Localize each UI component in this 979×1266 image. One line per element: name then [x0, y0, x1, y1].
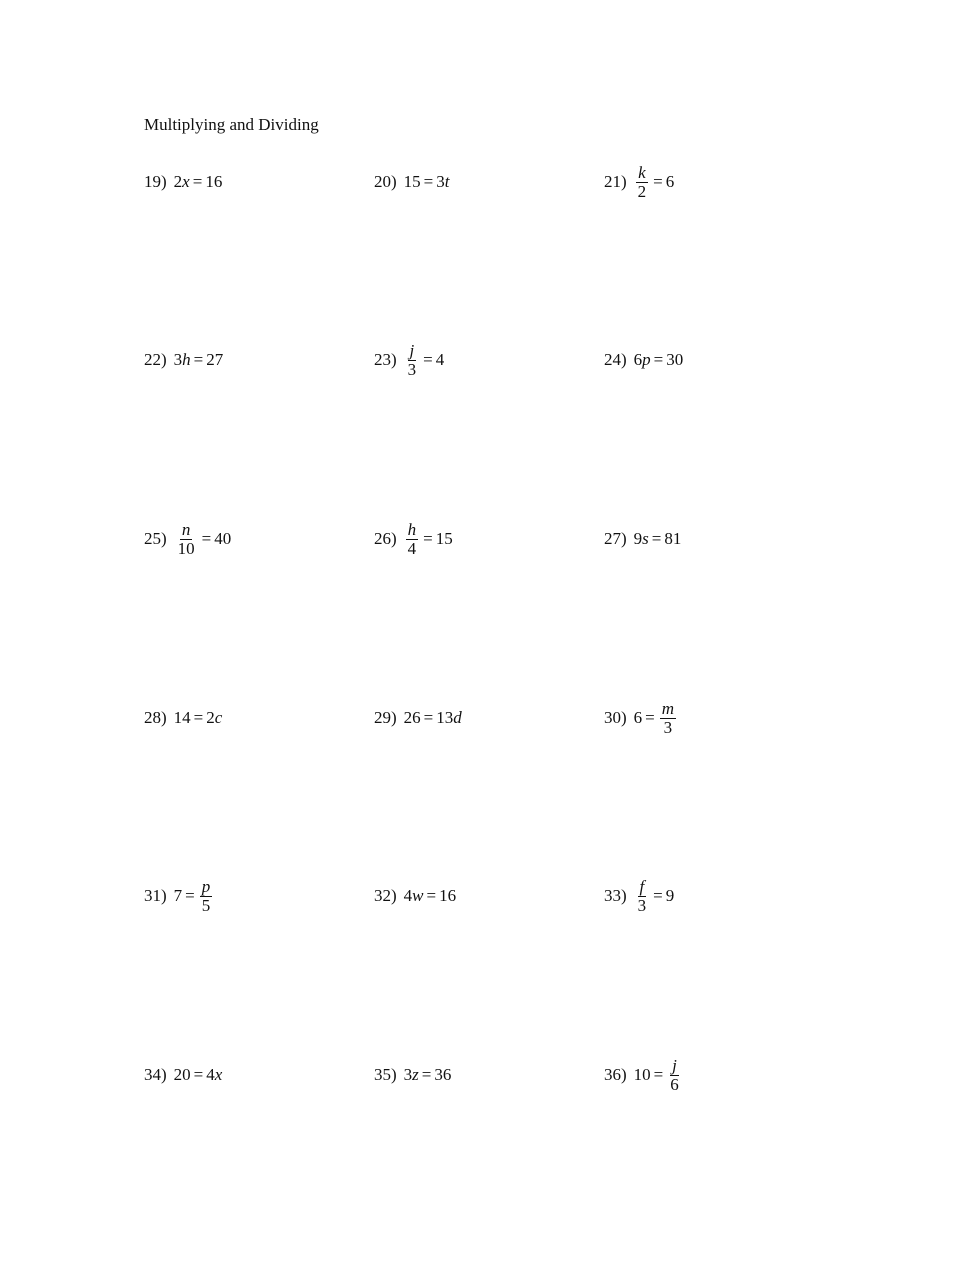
equation: [174, 350, 224, 370]
fraction-numerator: n: [181, 519, 191, 539]
problem-item: [144, 509, 364, 569]
problem-number: 22): [144, 350, 167, 369]
equation-number: 4: [206, 1065, 215, 1084]
equation: [404, 1065, 452, 1085]
problem-number: 25): [144, 529, 167, 548]
equals-sign: =: [193, 350, 204, 369]
problem-number: 33): [604, 886, 627, 905]
fraction: [636, 164, 649, 201]
problem-number: 35): [374, 1065, 397, 1084]
fraction-denominator: 10: [177, 538, 195, 558]
problem-item: [374, 330, 594, 390]
equation-number: 3: [173, 350, 183, 369]
equals-sign: =: [421, 1065, 432, 1084]
problem-number: 30): [604, 708, 627, 727]
fraction-numerator: f: [639, 876, 645, 896]
equation-variable: s: [642, 529, 649, 548]
worksheet-heading: Multiplying and Dividing: [144, 115, 319, 134]
equation-variable: x: [214, 1065, 223, 1084]
problem-item: [144, 688, 364, 748]
fraction-numerator: p: [201, 876, 211, 896]
equation: [404, 342, 445, 379]
fraction: [406, 342, 419, 379]
problem-number: 20): [374, 172, 397, 191]
problem-item: [604, 152, 824, 212]
equation-number: 6: [633, 708, 643, 727]
problem-number: 29): [374, 708, 397, 727]
equals-sign: =: [653, 172, 663, 191]
equation-number: 2: [206, 708, 215, 727]
problem-number: 31): [144, 886, 167, 905]
equation: [634, 878, 675, 915]
equation: [174, 1065, 223, 1085]
equation-number: 3: [436, 172, 445, 191]
equation-number: 3: [403, 1065, 413, 1084]
fraction-denominator: 5: [201, 895, 211, 915]
equation-number: 2: [173, 172, 183, 191]
fraction-denominator: 3: [407, 359, 417, 379]
problem-item: [604, 330, 824, 390]
problem-item: [604, 1045, 824, 1105]
equals-sign: =: [423, 708, 434, 727]
equals-sign: =: [653, 1065, 664, 1084]
equation: [404, 886, 456, 906]
equals-sign: =: [653, 886, 663, 905]
equals-sign: =: [193, 1065, 204, 1084]
fraction-denominator: 6: [670, 1074, 679, 1094]
problem-number: 27): [604, 529, 627, 548]
problem-number: 32): [374, 886, 397, 905]
equals-sign: =: [645, 708, 655, 727]
equation-variable: z: [412, 1065, 419, 1084]
problem-item: [144, 866, 364, 926]
equation: [634, 350, 684, 370]
equation-number: 40: [214, 529, 232, 548]
problem-number: 24): [604, 350, 627, 369]
equation-number: 36: [434, 1065, 452, 1084]
problem-item: [604, 866, 824, 926]
problem-item: [374, 1045, 594, 1105]
equation: [634, 164, 675, 201]
equation-number: 30: [666, 350, 684, 369]
problem-item: [374, 152, 594, 212]
equation: [174, 172, 223, 192]
problem-number: 23): [374, 350, 397, 369]
fraction-numerator: j: [672, 1055, 677, 1075]
equation: [174, 521, 232, 558]
equation: [174, 878, 215, 915]
equals-sign: =: [426, 886, 437, 905]
equals-sign: =: [201, 529, 212, 548]
problem-item: [374, 509, 594, 569]
equation-variable: c: [214, 708, 223, 727]
equation-number: 16: [439, 886, 457, 905]
problem-number: 28): [144, 708, 167, 727]
equation: [174, 708, 223, 728]
equation-number: 81: [664, 529, 682, 548]
equation: [634, 529, 682, 549]
fraction: [668, 1057, 681, 1094]
equals-sign: =: [193, 708, 204, 727]
equation-variable: p: [642, 350, 651, 369]
fraction-denominator: 4: [407, 538, 417, 558]
problem-number: 26): [374, 529, 397, 548]
problem-item: [144, 152, 364, 212]
problem-item: [374, 866, 594, 926]
fraction: [200, 878, 213, 915]
problem-number: 21): [604, 172, 627, 191]
equals-sign: =: [192, 172, 203, 191]
fraction-denominator: 3: [637, 895, 647, 915]
equals-sign: =: [423, 172, 434, 191]
fraction-numerator: h: [407, 519, 417, 539]
fraction: [636, 878, 649, 915]
fraction-numerator: j: [409, 340, 415, 360]
equals-sign: =: [653, 350, 664, 369]
equation-number: 16: [205, 172, 223, 191]
equation: [634, 700, 678, 737]
equation-variable: w: [412, 886, 424, 905]
problem-item: [604, 688, 824, 748]
equation-number: 14: [173, 708, 191, 727]
equation: [404, 521, 453, 558]
equation-number: 15: [435, 529, 453, 548]
fraction: [406, 521, 419, 558]
equation-variable: h: [182, 350, 191, 369]
equation-number: 20: [173, 1065, 191, 1084]
equation-number: 4: [435, 350, 445, 369]
equation-variable: x: [182, 172, 190, 191]
equals-sign: =: [185, 886, 195, 905]
problem-number: 19): [144, 172, 167, 191]
equation: [634, 1057, 683, 1094]
equation-number: 9: [633, 529, 643, 548]
problem-item: [144, 1045, 364, 1105]
equals-sign: =: [423, 350, 433, 369]
equation-variable: t: [444, 172, 450, 191]
fraction-denominator: 3: [663, 717, 673, 737]
fraction-denominator: 2: [637, 181, 647, 201]
equation: [404, 708, 462, 728]
equation-number: 6: [633, 350, 643, 369]
equation-number: 6: [665, 172, 675, 191]
problem-number: 34): [144, 1065, 167, 1084]
equation-number: 27: [206, 350, 224, 369]
equation-number: 13: [436, 708, 454, 727]
fraction: [176, 521, 197, 558]
problem-item: [374, 688, 594, 748]
problem-item: [604, 509, 824, 569]
equation-number: 9: [665, 886, 675, 905]
equation-variable: d: [453, 708, 462, 727]
equals-sign: =: [423, 529, 433, 548]
problem-item: [144, 330, 364, 390]
problem-number: 36): [604, 1065, 627, 1084]
equals-sign: =: [651, 529, 662, 548]
equation-number: 10: [633, 1065, 651, 1084]
equation-number: 4: [403, 886, 413, 905]
equation-number: 15: [403, 172, 421, 191]
fraction-numerator: m: [661, 698, 675, 718]
equation-number: 26: [403, 708, 421, 727]
fraction-numerator: k: [638, 162, 646, 182]
equation-number: 7: [173, 886, 183, 905]
equation: [404, 172, 450, 192]
fraction: [660, 700, 676, 737]
